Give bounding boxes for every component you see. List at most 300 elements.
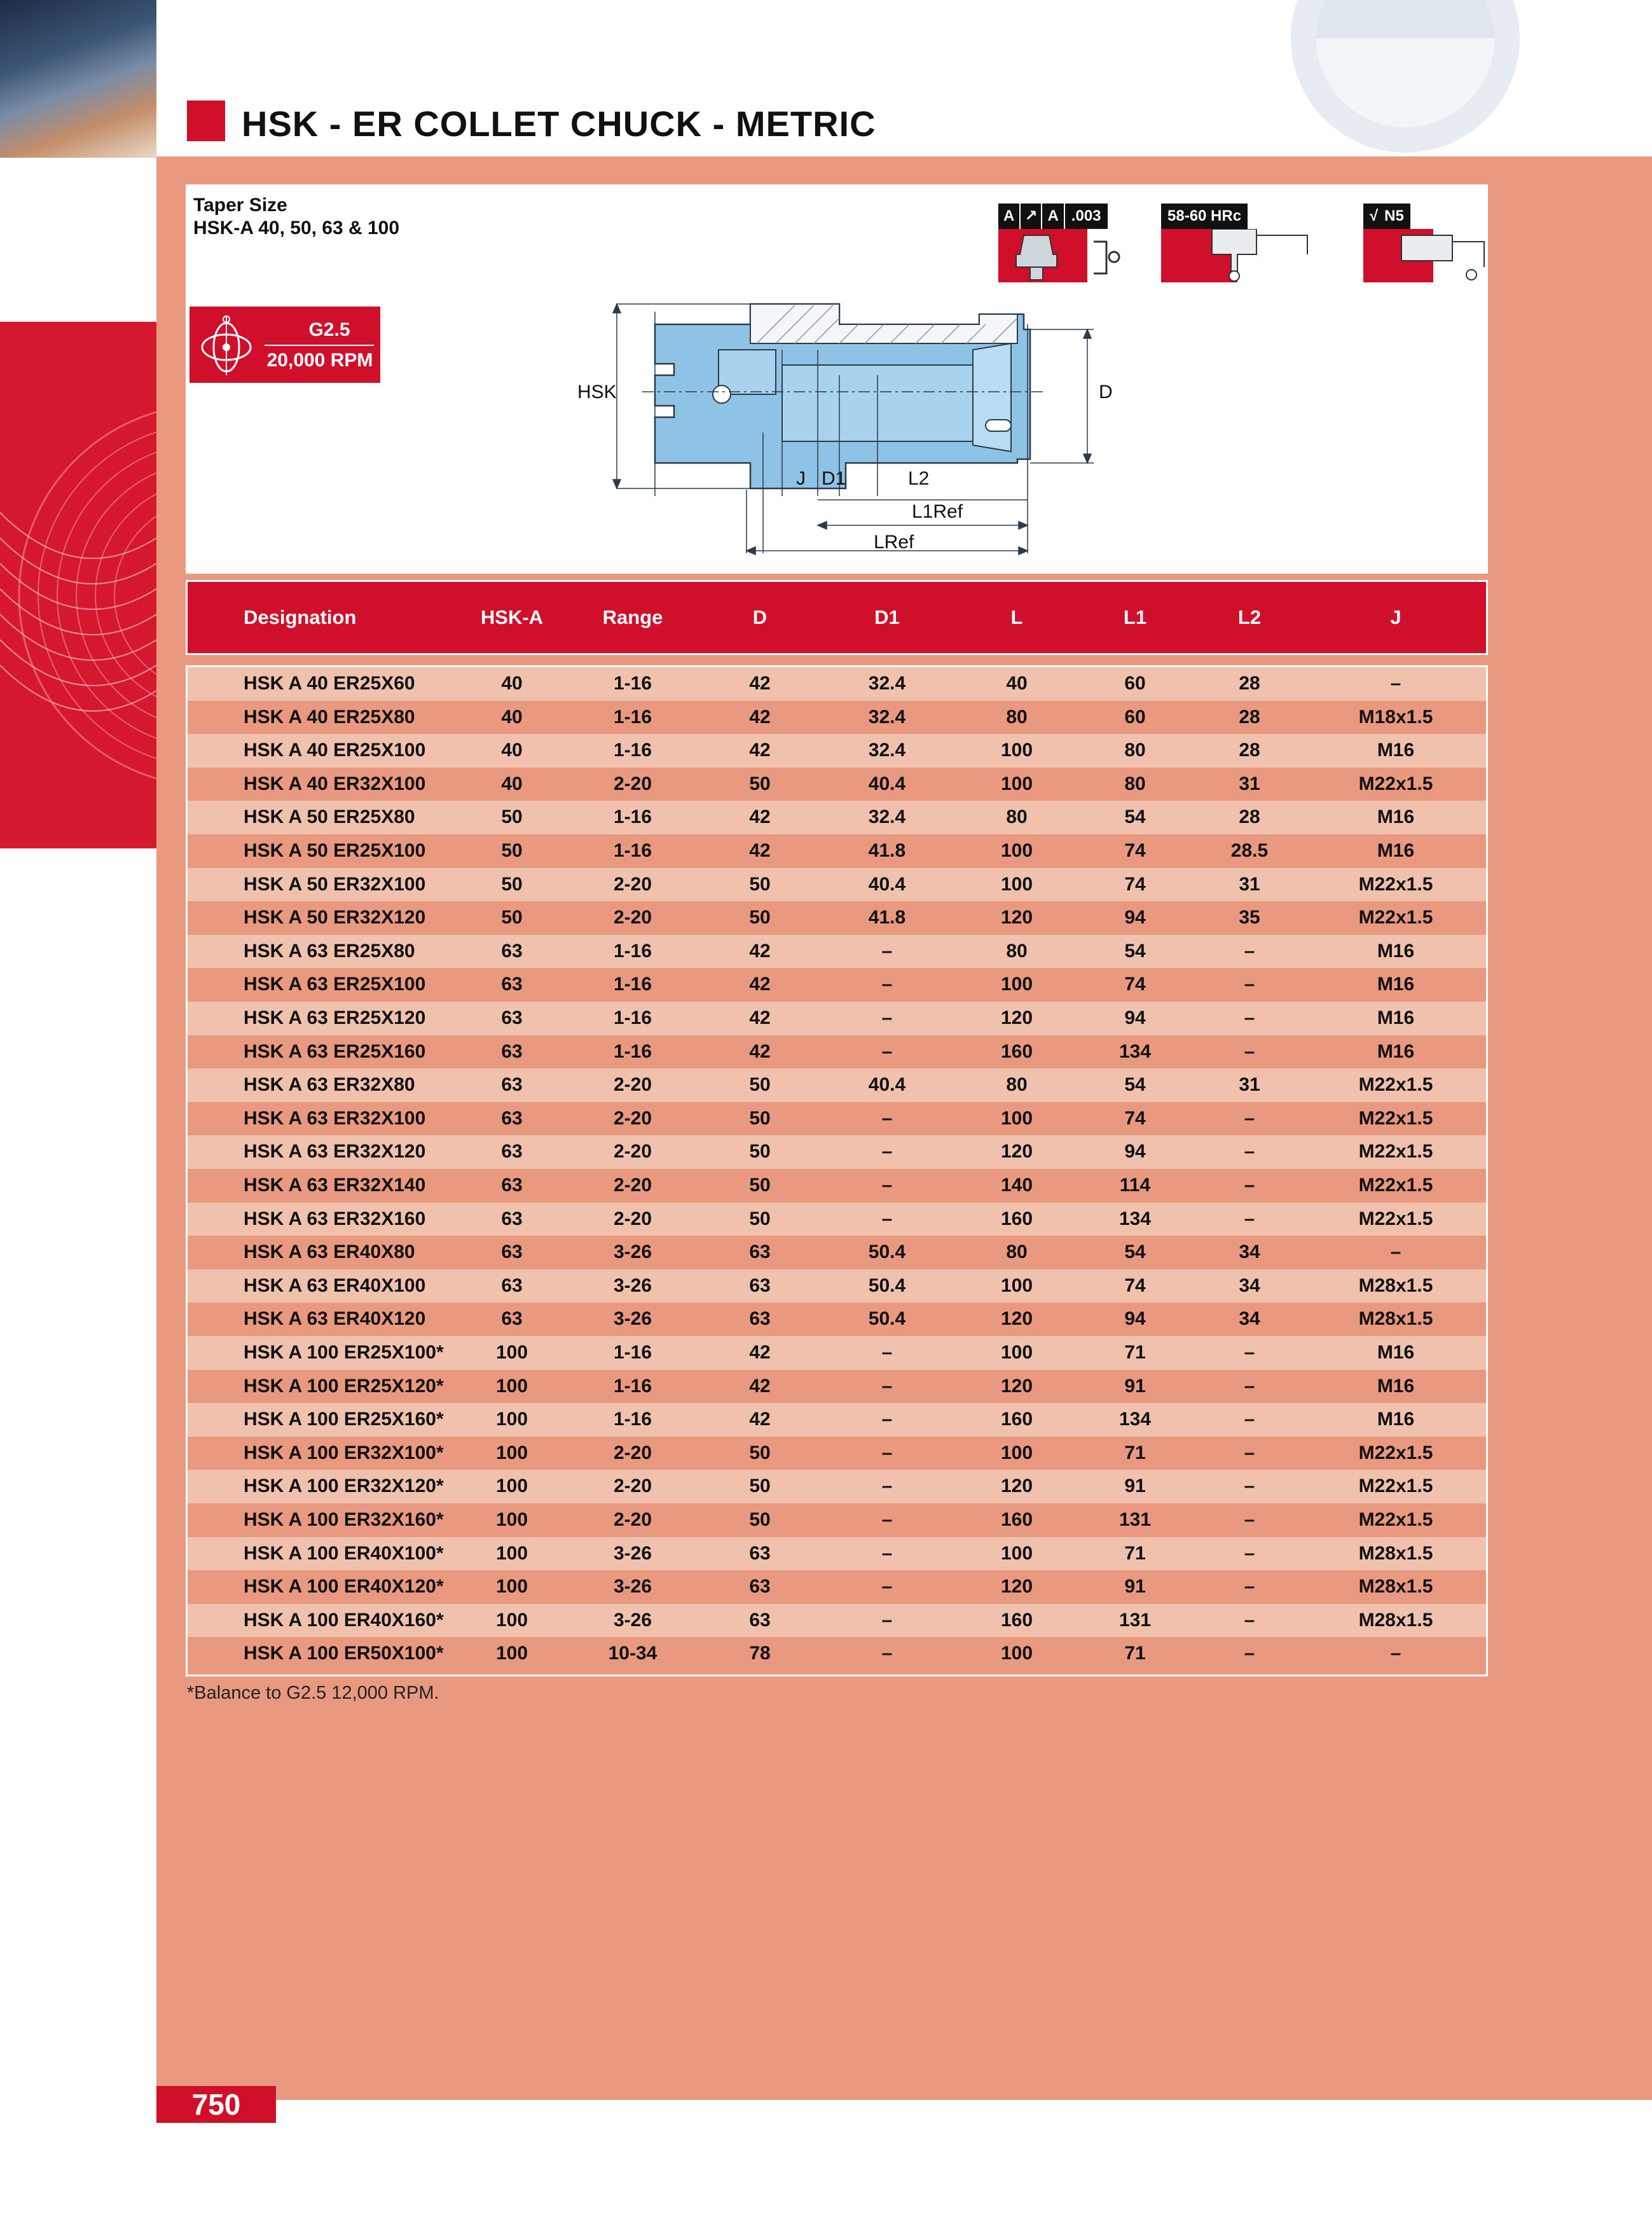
root-symbol-icon: √ [1370, 207, 1379, 224]
table-cell: 42 [749, 806, 771, 828]
table-cell: – [1244, 1007, 1255, 1028]
table-cell: 2-20 [613, 1175, 652, 1196]
table-cell: HSK A 50 ER25X80 [244, 806, 415, 828]
table-cell: 74 [1124, 974, 1146, 995]
table-cell: HSK A 100 ER32X100* [244, 1442, 444, 1463]
footnote: *Balance to G2.5 12,000 RPM. [187, 1683, 439, 1703]
table-row [188, 935, 1486, 969]
table-cell: – [881, 974, 893, 995]
table-cell: 63 [501, 1274, 523, 1296]
table-cell: 100 [495, 1643, 528, 1664]
table-cell: 42 [749, 940, 771, 962]
table-cell: 2-20 [613, 1074, 652, 1096]
table-row [188, 1135, 1486, 1169]
column-header: D1 [874, 606, 900, 628]
table-cell: 71 [1124, 1342, 1146, 1363]
table-cell: 120 [1000, 1007, 1033, 1028]
table-cell: 40 [501, 673, 523, 694]
table-cell: 63 [501, 1175, 523, 1196]
table-cell: 63 [501, 1308, 523, 1330]
table-cell: – [881, 1509, 893, 1530]
table-cell: 100 [1000, 1643, 1033, 1664]
table-cell: 63 [501, 1141, 523, 1163]
table-cell: HSK A 63 ER32X120 [244, 1141, 426, 1163]
table-row [188, 1470, 1486, 1503]
table-cell: 42 [749, 1007, 771, 1028]
table-row [188, 1503, 1486, 1537]
table-cell: 100 [495, 1409, 528, 1430]
table-cell: 2-20 [613, 773, 652, 794]
runout-arrow-icon: ↗ [1019, 204, 1041, 229]
table-cell: – [881, 1409, 893, 1430]
table-cell: M28x1.5 [1358, 1609, 1433, 1631]
table-row [188, 1403, 1486, 1437]
table-cell: 35 [1239, 907, 1260, 929]
table-cell: 50 [501, 806, 523, 828]
table-cell: M22x1.5 [1358, 773, 1433, 794]
table-row [188, 734, 1486, 768]
column-header: HSK-A [480, 606, 544, 628]
table-cell: 100 [495, 1375, 528, 1397]
table-cell: – [881, 1007, 893, 1028]
table-row [188, 1203, 1486, 1236]
table-cell: 3-26 [613, 1609, 652, 1631]
table-cell: HSK A 40 ER32X100 [244, 773, 426, 794]
table-cell: 50 [501, 840, 523, 861]
table-cell: 71 [1124, 1542, 1146, 1564]
table-cell: 40.4 [868, 1074, 906, 1096]
balance-badge [189, 307, 380, 383]
table-cell: 1-16 [613, 1409, 652, 1430]
label-d1: D1 [822, 468, 846, 489]
table-row [188, 1336, 1486, 1370]
table-cell: HSK A 50 ER32X120 [244, 907, 426, 929]
table-cell: – [1390, 673, 1401, 694]
table-cell: 42 [749, 1375, 771, 1397]
table-cell: M22x1.5 [1358, 1074, 1433, 1096]
table-cell: 63 [501, 1074, 523, 1096]
table-cell: 3-26 [613, 1576, 652, 1598]
decorative-band [0, 322, 156, 848]
table-cell: M28x1.5 [1358, 1308, 1433, 1330]
table-cell: HSK A 100 ER40X100* [244, 1542, 444, 1564]
table-cell: 40 [1006, 673, 1028, 694]
balance-grade: G2.5 [308, 319, 350, 340]
table-row [188, 1537, 1486, 1571]
surface-finish-value: N5 [1384, 207, 1404, 224]
runout-value: .003 [1064, 204, 1108, 229]
table-cell: – [1390, 1643, 1401, 1664]
table-cell: 78 [749, 1643, 771, 1664]
table-cell: 40 [501, 706, 523, 728]
hardness-illustration [1161, 229, 1314, 282]
table-cell: – [881, 1342, 893, 1363]
table-cell: – [1244, 1107, 1255, 1129]
table-cell: 2-20 [613, 1475, 652, 1497]
table-cell: 42 [749, 840, 771, 861]
table-cell: 32.4 [868, 706, 906, 728]
table-cell: 120 [1000, 907, 1033, 929]
column-header: D [752, 606, 767, 628]
table-cell: 2-20 [613, 907, 652, 929]
table-cell: 74 [1124, 1274, 1146, 1296]
table-cell: 80 [1006, 806, 1028, 828]
table-cell: 131 [1119, 1609, 1152, 1631]
table-cell: 80 [1006, 706, 1028, 728]
table-cell: M22x1.5 [1358, 1141, 1433, 1163]
page-title: HSK - ER COLLET CHUCK - METRIC [242, 104, 876, 144]
column-header: Range [602, 606, 663, 628]
table-cell: 40.4 [868, 873, 906, 895]
table-cell: 54 [1124, 806, 1146, 828]
table-cell: 71 [1124, 1442, 1146, 1463]
table-cell: 140 [1000, 1175, 1033, 1196]
table-cell: – [881, 1643, 893, 1664]
table-cell: 1-16 [613, 1007, 652, 1028]
table-cell: 63 [749, 1274, 771, 1296]
table-cell: HSK A 40 ER25X100 [244, 740, 426, 761]
table-cell: HSK A 63 ER32X80 [244, 1074, 415, 1096]
table-cell: 50 [749, 907, 771, 929]
table-cell: – [881, 1107, 893, 1129]
table-cell: M22x1.5 [1358, 1175, 1433, 1196]
table-row [188, 1068, 1486, 1102]
table-cell: 1-16 [613, 1040, 652, 1062]
runout-ref: A [1041, 204, 1063, 229]
table-cell: 63 [749, 1308, 771, 1330]
hardness-icon [1159, 193, 1318, 282]
table-cell: HSK A 100 ER40X160* [244, 1609, 444, 1631]
table-cell: HSK A 40 ER25X60 [244, 673, 415, 694]
table-cell: 120 [1000, 1475, 1033, 1497]
table-row [188, 801, 1486, 834]
table-cell: 42 [749, 1342, 771, 1363]
column-header: Designation [244, 606, 357, 628]
table-cell: M28x1.5 [1358, 1542, 1433, 1564]
table-cell: 10-34 [608, 1643, 657, 1664]
table-cell: 31 [1239, 773, 1260, 794]
table-cell: 63 [501, 1040, 523, 1062]
table-cell: 50 [749, 1107, 771, 1129]
label-l1ref: L1Ref [912, 501, 963, 522]
table-cell: 63 [501, 1107, 523, 1129]
table-cell: – [1244, 974, 1255, 995]
table-cell: 80 [1006, 940, 1028, 962]
table-cell: 50 [749, 1208, 771, 1229]
table-cell: 50 [749, 1509, 771, 1530]
table-cell: 34 [1239, 1308, 1260, 1330]
table-cell: HSK A 100 ER25X120* [244, 1375, 444, 1397]
table-cell: – [1244, 1208, 1255, 1229]
table-cell: HSK A 63 ER40X80 [244, 1241, 415, 1263]
table-cell: – [1244, 1141, 1255, 1163]
table-cell: 114 [1119, 1175, 1151, 1196]
table-cell: 100 [1000, 773, 1033, 794]
table-cell: 131 [1119, 1509, 1152, 1530]
table-cell: 60 [1124, 706, 1146, 728]
table-cell: 31 [1239, 873, 1260, 895]
table-cell: 50 [501, 873, 523, 895]
table-cell: M16 [1377, 1342, 1415, 1363]
table-cell: 28 [1239, 706, 1260, 728]
table-cell: 100 [1000, 873, 1033, 895]
table-cell: M22x1.5 [1358, 873, 1433, 895]
table-cell: 50 [749, 1442, 771, 1463]
table-cell: HSK A 100 ER25X100* [244, 1342, 444, 1363]
table-cell: 42 [749, 1409, 771, 1430]
table-cell: 3-26 [613, 1542, 652, 1564]
table-cell: 1-16 [613, 974, 652, 995]
surface-finish-illustration [1363, 229, 1488, 282]
table-cell: 100 [1000, 974, 1033, 995]
column-header: L [1010, 606, 1023, 628]
table-cell: 160 [1000, 1208, 1033, 1229]
table-cell: – [881, 1175, 893, 1196]
decorative-curves [0, 322, 156, 848]
page-number: 750 [191, 2088, 241, 2121]
table-cell: 3-26 [613, 1274, 652, 1296]
column-header: L2 [1237, 606, 1262, 628]
table-cell: – [1244, 1576, 1255, 1598]
table-cell: – [881, 1040, 893, 1062]
table-cell: 100 [495, 1509, 528, 1530]
table-cell: 42 [749, 706, 771, 728]
table-cell: – [881, 1609, 893, 1631]
table-cell: 63 [501, 974, 523, 995]
table-row [188, 1236, 1486, 1269]
table-cell: 94 [1124, 907, 1146, 929]
table-cell: 1-16 [613, 1375, 652, 1397]
table-cell: – [1244, 940, 1255, 962]
table-cell: 40 [501, 773, 523, 794]
title-marker [187, 100, 225, 141]
table-cell: 28 [1239, 740, 1260, 761]
table-cell: 94 [1124, 1141, 1146, 1163]
table-cell: 2-20 [613, 873, 652, 895]
table-cell: 100 [1000, 1542, 1033, 1564]
table-cell: 100 [495, 1542, 528, 1564]
watermark-circle [1278, 0, 1532, 153]
table-cell: 63 [749, 1609, 771, 1631]
table-cell: 71 [1124, 1643, 1146, 1664]
table-cell: 134 [1119, 1409, 1152, 1430]
table-cell: 94 [1124, 1308, 1146, 1330]
table-cell: 100 [495, 1342, 528, 1363]
table-cell: 63 [749, 1241, 771, 1263]
table-row [188, 901, 1486, 935]
table-cell: 134 [1119, 1040, 1152, 1062]
table-cell: – [881, 1208, 893, 1229]
table-row [188, 701, 1486, 735]
table-cell: 32.4 [868, 806, 906, 828]
table-cell: 63 [749, 1542, 771, 1564]
table-row [188, 1370, 1486, 1404]
table-cell: HSK A 63 ER32X160 [244, 1208, 426, 1229]
table-cell: 2-20 [613, 1509, 652, 1530]
table-cell: M16 [1377, 840, 1415, 861]
table-row [188, 968, 1486, 1002]
table-cell: 1-16 [613, 740, 652, 761]
table-cell: – [1244, 1643, 1255, 1664]
table-cell: HSK A 63 ER32X140 [244, 1175, 426, 1196]
table-cell: HSK A 63 ER25X80 [244, 940, 415, 962]
table-cell: – [881, 1576, 893, 1598]
table-cell: 63 [749, 1576, 771, 1598]
table-cell: 91 [1124, 1375, 1146, 1397]
table-cell: 100 [1000, 1274, 1033, 1296]
table-cell: 28 [1239, 673, 1260, 694]
table-cell: HSK A 100 ER32X120* [244, 1475, 444, 1497]
table-cell: 100 [495, 1576, 528, 1598]
table-cell: – [881, 1442, 893, 1463]
table-cell: 100 [1000, 1107, 1033, 1129]
table-cell: – [1244, 1442, 1255, 1463]
table-cell: 160 [1000, 1040, 1033, 1062]
table-cell: HSK A 63 ER32X100 [244, 1107, 426, 1129]
table-cell: 91 [1124, 1576, 1146, 1598]
table-cell: HSK A 100 ER32X160* [244, 1509, 444, 1530]
label-d: D [1099, 382, 1113, 403]
table-cell: 160 [1000, 1609, 1033, 1631]
table-cell: 54 [1124, 1074, 1146, 1096]
table-cell: HSK A 50 ER25X100 [244, 840, 426, 861]
table-cell: 28.5 [1230, 840, 1269, 861]
table-cell: 50 [749, 1141, 771, 1163]
table-cell: 60 [1124, 673, 1146, 694]
table-cell: 50 [749, 1175, 771, 1196]
table-cell: HSK A 100 ER50X100* [244, 1643, 444, 1664]
table-cell: 50.4 [868, 1274, 906, 1296]
table-cell: 41.8 [868, 907, 906, 929]
table-cell: 2-20 [613, 1442, 652, 1463]
table-cell: 100 [1000, 1342, 1033, 1363]
table-cell: – [881, 1542, 893, 1564]
label-j: J [796, 468, 806, 489]
table-cell: M16 [1377, 740, 1415, 761]
table-cell: HSK A 63 ER25X120 [244, 1007, 426, 1028]
table-cell: 3-26 [613, 1308, 652, 1330]
table-row [188, 868, 1486, 902]
table-cell: 63 [501, 1241, 523, 1263]
table-cell: 2-20 [613, 1107, 652, 1129]
table-cell: HSK A 50 ER32X100 [244, 873, 426, 895]
table-cell: 34 [1239, 1241, 1260, 1263]
table-cell: – [881, 1475, 893, 1497]
table-cell: 74 [1124, 1107, 1146, 1129]
table-cell: 28 [1239, 806, 1260, 828]
table-cell: M16 [1377, 974, 1415, 995]
table-cell: M22x1.5 [1358, 1442, 1433, 1463]
table-cell: M16 [1377, 1409, 1415, 1430]
table-cell: 1-16 [613, 1342, 652, 1363]
table-cell: 32.4 [868, 673, 906, 694]
table-cell: 80 [1006, 1241, 1028, 1263]
table-row [188, 768, 1486, 801]
table-cell: – [881, 940, 893, 962]
label-l2: L2 [908, 468, 930, 489]
table-cell: HSK A 63 ER25X160 [244, 1040, 426, 1062]
runout-icon [992, 193, 1138, 282]
column-header: L1 [1123, 606, 1147, 628]
table-header [186, 580, 1488, 655]
table-cell: 74 [1124, 873, 1146, 895]
table-cell: 100 [1000, 840, 1033, 861]
table-cell: 160 [1000, 1409, 1033, 1430]
runout-illustration [998, 229, 1138, 282]
table-cell: 34 [1239, 1274, 1260, 1296]
table-cell: 63 [501, 1007, 523, 1028]
table-cell: – [1244, 1542, 1255, 1564]
table-cell: M22x1.5 [1358, 1107, 1433, 1129]
table-cell: 2-20 [613, 1208, 652, 1229]
table-cell: 80 [1006, 1074, 1028, 1096]
table-cell: – [881, 1375, 893, 1397]
table-row [188, 834, 1486, 868]
table-row [188, 1570, 1486, 1604]
table-cell: 63 [501, 940, 523, 962]
balance-divider [265, 345, 374, 346]
table-cell: 32.4 [868, 740, 906, 761]
table-row [188, 1637, 1486, 1671]
table-cell: 100 [1000, 1442, 1033, 1463]
table-cell: 160 [1000, 1509, 1033, 1530]
table-cell: – [1244, 1509, 1255, 1530]
hardness-value: 58-60 HRc [1161, 204, 1248, 229]
table-cell: – [1244, 1342, 1255, 1363]
table-row [188, 1604, 1486, 1638]
table-row [188, 1302, 1486, 1336]
table-cell: M16 [1377, 1007, 1415, 1028]
table-cell: – [881, 1141, 893, 1163]
table-cell: 74 [1124, 840, 1146, 861]
table-cell: 50 [501, 907, 523, 929]
table-cell: 100 [495, 1442, 528, 1463]
table-cell: 40.4 [868, 773, 906, 794]
table-cell: HSK A 100 ER40X120* [244, 1576, 444, 1598]
table-cell: 80 [1124, 773, 1146, 794]
column-header: J [1390, 606, 1401, 628]
table-cell: 50 [749, 773, 771, 794]
table-cell: 40 [501, 740, 523, 761]
surface-finish-icon [1361, 193, 1488, 282]
table-cell: M28x1.5 [1358, 1274, 1433, 1296]
table-cell: 50 [749, 1475, 771, 1497]
label-hsk: HSK [577, 382, 617, 403]
table-cell: HSK A 63 ER40X100 [244, 1274, 426, 1296]
table-row [188, 1169, 1486, 1203]
table-cell: 3-26 [613, 1241, 652, 1263]
balance-rpm: 20,000 RPM [266, 350, 373, 371]
runout-datum: A [998, 204, 1019, 229]
table-cell: – [1244, 1175, 1255, 1196]
table-cell: M18x1.5 [1358, 706, 1433, 728]
table-cell: 1-16 [613, 673, 652, 694]
table-cell: M16 [1377, 940, 1415, 962]
table-cell: 42 [749, 974, 771, 995]
taper-size-values: HSK-A 40, 50, 63 & 100 [193, 218, 400, 238]
table-cell: 100 [495, 1609, 528, 1631]
table-cell: M22x1.5 [1358, 1475, 1433, 1497]
table-cell: HSK A 100 ER25X160* [244, 1409, 444, 1430]
table-cell: 50.4 [868, 1241, 906, 1263]
header-photo [0, 0, 156, 158]
table-cell: 134 [1119, 1208, 1152, 1229]
table-cell: 41.8 [868, 840, 906, 861]
table-cell: 54 [1124, 940, 1146, 962]
table-cell: M16 [1377, 1040, 1415, 1062]
table-cell: 2-20 [613, 1141, 652, 1163]
table-cell: 42 [749, 673, 771, 694]
